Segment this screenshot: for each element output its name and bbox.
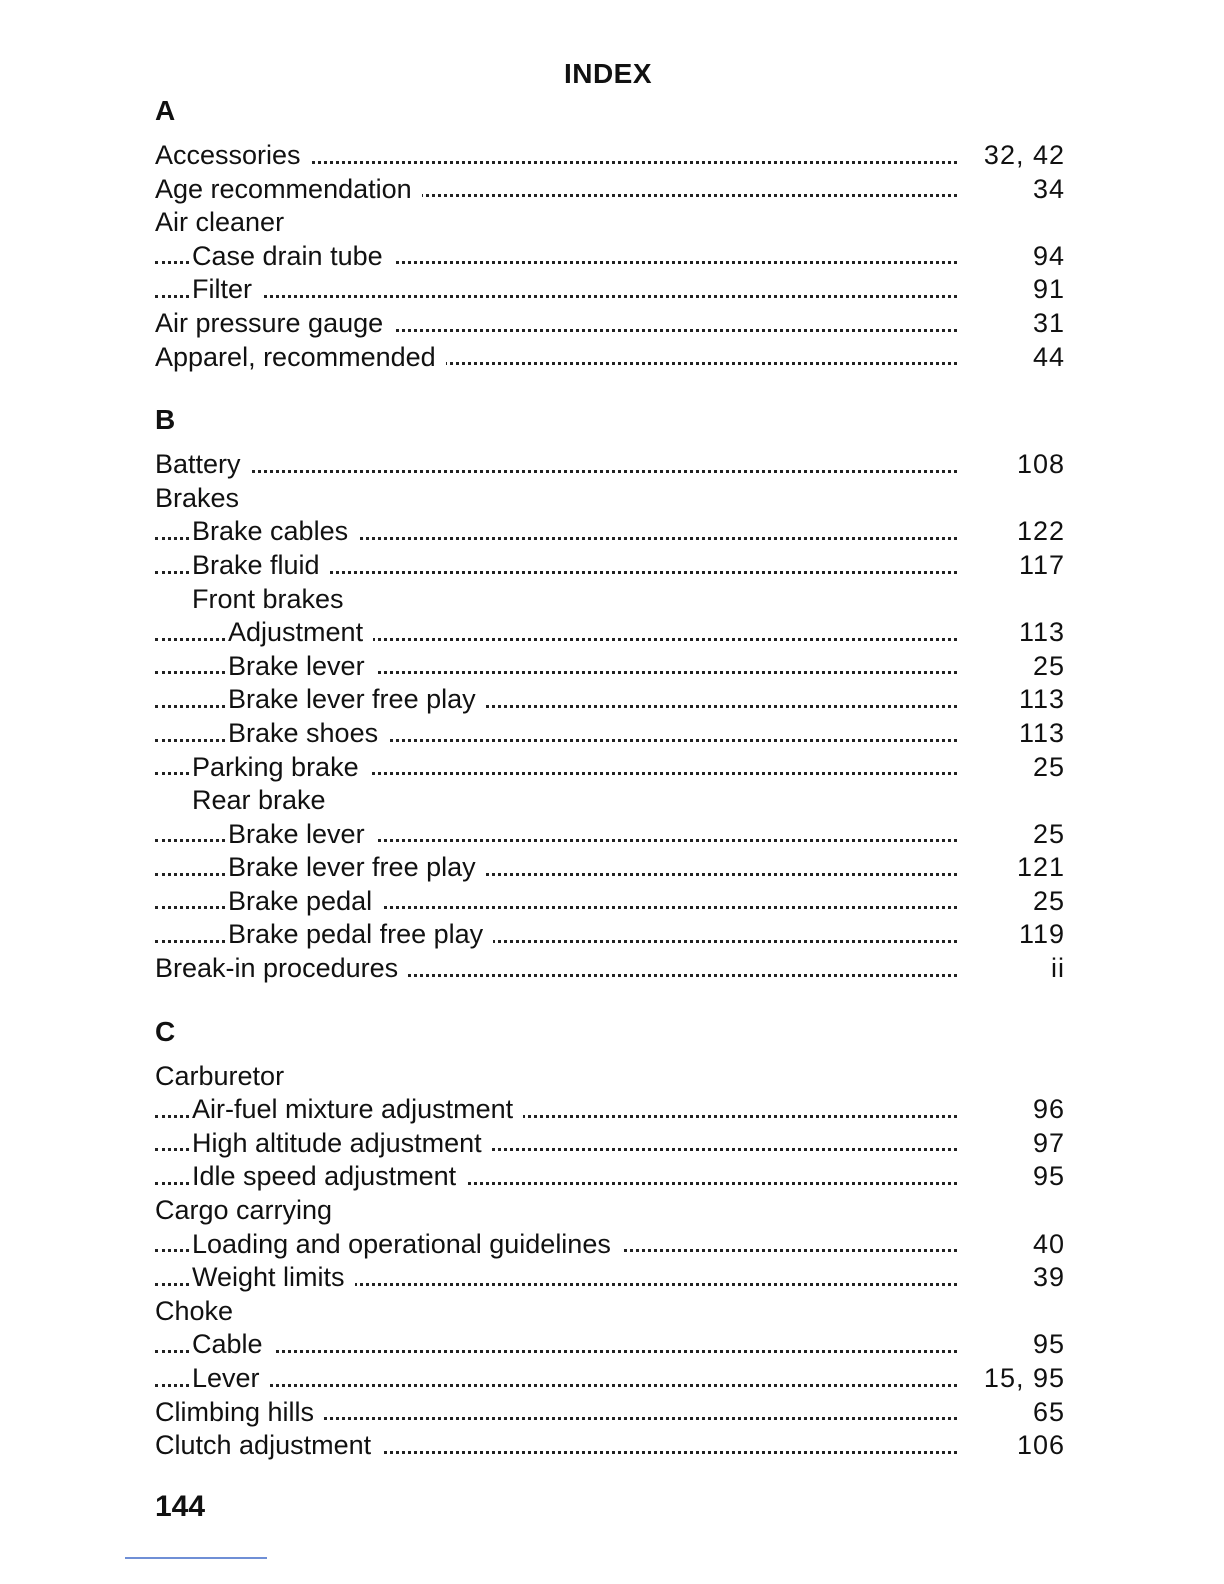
index-subentry <box>155 784 1065 818</box>
entry-term: Clutch adjustment <box>155 1430 381 1460</box>
index-subsubentry <box>155 851 1065 885</box>
entry-pages: 96 <box>1032 1094 1065 1125</box>
index-entry <box>155 1060 1065 1094</box>
entry-pages: 39 <box>1032 1262 1065 1293</box>
index-subentry <box>155 515 1065 549</box>
entry-term: Brake pedal free play <box>228 919 493 949</box>
entry-term: Parking brake <box>192 752 369 782</box>
entry-term: Case drain tube <box>192 241 393 271</box>
section-letter: A <box>155 95 176 126</box>
entry-pages: 25 <box>1032 650 1065 681</box>
entry-term: Loading and operational guidelines <box>192 1229 621 1259</box>
index-subentry <box>155 1160 1065 1194</box>
entry-term: Choke <box>155 1296 243 1326</box>
entry-pages: 44 <box>1032 341 1065 372</box>
page-number: 144 <box>155 1490 206 1523</box>
index-subentry <box>155 1362 1065 1396</box>
index-entry <box>155 173 1065 207</box>
entry-pages: 113 <box>1018 717 1065 748</box>
entry-pages: 25 <box>1032 818 1065 849</box>
index-subsubentry <box>155 650 1065 684</box>
page-title: INDEX <box>563 58 653 89</box>
entry-term: Brake fluid <box>192 550 330 580</box>
index-subsubentry <box>155 885 1065 919</box>
index-subsubentry <box>155 683 1065 717</box>
index-subentry <box>155 240 1065 274</box>
index-subsubentry <box>155 616 1065 650</box>
index-section-b <box>155 404 1065 986</box>
entry-pages: 94 <box>1032 240 1065 271</box>
entry-pages: 121 <box>1016 852 1065 883</box>
index-entry <box>155 307 1065 341</box>
index-subentry <box>155 1093 1065 1127</box>
entry-term: Brake pedal <box>228 886 382 916</box>
index-entry <box>155 139 1065 173</box>
index-subsubentry <box>155 717 1065 751</box>
entry-term: Adjustment <box>228 617 373 647</box>
index-section-a <box>155 95 1065 374</box>
index-list <box>155 95 1065 1463</box>
index-entry <box>155 482 1065 516</box>
entry-pages: 122 <box>1016 516 1065 547</box>
entry-pages: 25 <box>1032 885 1065 916</box>
entry-term: Climbing hills <box>155 1397 324 1427</box>
entry-term: Break-in procedures <box>155 953 408 983</box>
entry-pages: 34 <box>1032 173 1065 204</box>
index-subentry <box>155 1228 1065 1262</box>
entry-pages: 31 <box>1032 307 1065 338</box>
index-entry <box>155 1295 1065 1329</box>
entry-pages: 15, 95 <box>983 1363 1065 1393</box>
section-letter: B <box>155 404 176 436</box>
entry-pages: 108 <box>1016 449 1065 480</box>
entry-term: High altitude adjustment <box>192 1128 492 1158</box>
entry-term: Cargo carrying <box>155 1195 342 1225</box>
index-entry <box>155 952 1065 986</box>
entry-pages: 65 <box>1032 1396 1065 1427</box>
entry-term: Apparel, recommended <box>155 342 446 372</box>
entry-pages: 32, 42 <box>983 140 1065 170</box>
entry-pages: 91 <box>1032 274 1065 305</box>
entry-pages: 106 <box>1016 1430 1065 1461</box>
entry-pages: 119 <box>1018 919 1065 950</box>
entry-term: Air pressure gauge <box>155 308 393 338</box>
entry-term: Brake cables <box>192 516 358 546</box>
entry-term: Brake lever <box>228 651 375 681</box>
entry-pages: 117 <box>1018 549 1065 580</box>
index-entry <box>155 206 1065 240</box>
entry-term: Filter <box>192 274 262 304</box>
entry-term: Brake lever free play <box>228 684 486 714</box>
entry-pages: 113 <box>1018 617 1065 648</box>
index-subentry <box>155 549 1065 583</box>
entry-term: Front brakes <box>192 584 354 614</box>
index-subentry <box>155 583 1065 617</box>
index-section-c <box>155 1016 1065 1463</box>
entry-term: Air cleaner <box>155 207 294 237</box>
index-subentry <box>155 273 1065 307</box>
entry-term: Battery <box>155 449 251 479</box>
entry-term: Brake lever <box>228 819 375 849</box>
index-entry <box>155 1429 1065 1463</box>
entry-pages: 97 <box>1032 1127 1065 1158</box>
entry-term: Cable <box>192 1329 273 1359</box>
index-subentry <box>155 751 1065 785</box>
entry-term: Carburetor <box>155 1061 294 1091</box>
entry-term: Brake lever free play <box>228 852 486 882</box>
index-entry <box>155 1194 1065 1228</box>
entry-term: Brake shoes <box>228 718 388 748</box>
entry-term: Accessories <box>155 140 311 170</box>
entry-term: Idle speed adjustment <box>192 1161 466 1191</box>
index-entry <box>155 448 1065 482</box>
entry-term: Age recommendation <box>155 174 422 204</box>
index-subentry <box>155 1261 1065 1295</box>
entry-pages: 95 <box>1032 1161 1065 1192</box>
index-subsubentry <box>155 918 1065 952</box>
index-entry <box>155 1396 1065 1430</box>
entry-pages: 25 <box>1032 751 1065 782</box>
index-subentry <box>155 1127 1065 1161</box>
entry-term: Rear brake <box>192 785 336 815</box>
index-entry <box>155 341 1065 375</box>
entry-term: Weight limits <box>192 1262 355 1292</box>
entry-pages: 95 <box>1032 1329 1065 1360</box>
index-subsubentry <box>155 818 1065 852</box>
section-letter: C <box>155 1015 176 1047</box>
entry-pages: ii <box>1051 953 1065 984</box>
entry-term: Lever <box>192 1363 270 1393</box>
bottom-rule <box>125 1557 267 1559</box>
entry-pages: 113 <box>1018 684 1065 715</box>
entry-term: Brakes <box>155 483 249 513</box>
entry-pages: 40 <box>1032 1228 1065 1259</box>
entry-term: Air-fuel mixture adjustment <box>192 1094 523 1124</box>
index-subentry <box>155 1328 1065 1362</box>
